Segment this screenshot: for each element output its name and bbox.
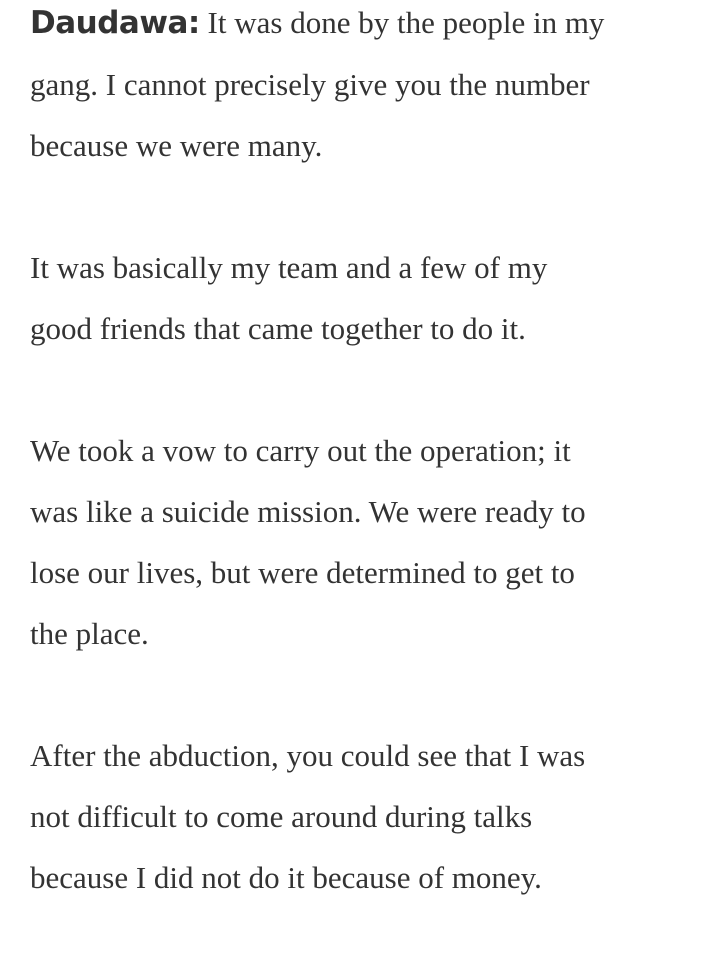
paragraph-2: It was basically my team and a few of my good friends that came together to do it. <box>30 250 548 346</box>
paragraph-1 <box>30 0 690 176</box>
speaker-label: Daudawa: <box>30 5 200 41</box>
article-body <box>30 0 690 969</box>
paragraph-1-text: It was done by the people in my gang. I cannot precisely give you the number because we were many. <box>30 5 605 163</box>
paragraph-3: We took a vow to carry out the operation; it was like a suicide mission. We were ready to lose our lives, but were determined to get to the place. <box>30 433 586 651</box>
paragraph-4: After the abduction, you could see that I was not difficult to come around during talks because I did not do it because of money. <box>30 738 586 895</box>
